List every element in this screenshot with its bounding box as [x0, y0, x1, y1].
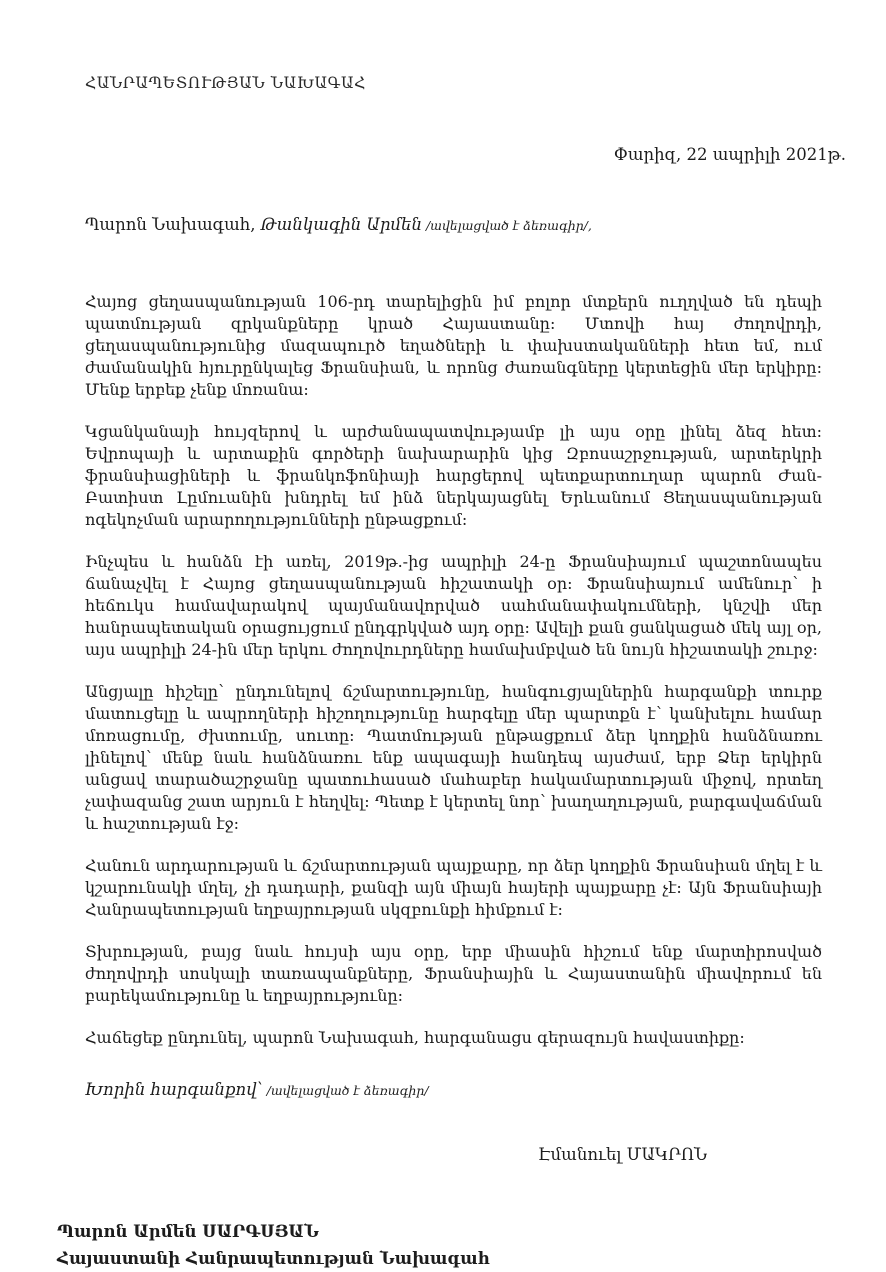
paragraph-6: Տխրության, բայց նաև հույսի այս օրը, երբ միասին հիշում ենք մարտիրոսված ժողովրդի սոսկալի տառապանքները, Ֆրանսիային և Հայաստանին միավորում են բարեկամությունը և եղբայրությունը։ [85, 942, 822, 1005]
recipient-name: Պարոն Արմեն ՍԱՐԳՍՅԱՆ [57, 1222, 319, 1241]
salutation [85, 214, 822, 237]
paragraph-4: Անցյալը հիշելը՝ ընդունելով ճշմարտությունը, հանգուցյալներին հարգանքի տուրք մատուցելը և ապրողների հիշողությունը հարգելը մեր պարտքն է՝ կանխելու համար մոռացումը, ժխտումը, սուտը։ Պատմության ընթացքում ձեր կողքին հանձնառու լինելով՝ մենք նաև հանձնառու ենք ապագայի հանդեպ այսժամ, երբ Ձեր երկիրն անցավ տարածաշրջանը պատուհասած մահաբեր հակամարտության միջով, որտեղ չափազանց շատ արյուն է հեղվել։ Պետք է կերտել նոր՝ խաղաղության, բարգավաճման և հաշտության էջ։ [85, 682, 822, 833]
salutation-addressee-name: Թանկագին Արմեն [260, 215, 422, 234]
paragraph-1: Հայոց ցեղասպանության 106-րդ տարելիցին իմ բոլոր մտքերն ուղղված են դեպի պատմության զրկանքները կրած Հայաստանը։ Մտովի հայ ժողովրդի, ցեղասպանությունից մազապուրծ եղածների և փախստականների հետ եմ, ում ժամանակին հյուրընկալեց Ֆրանսիան, և որոնց ժառանգները կերտեցին մեր երկիրը։ Մենք երբեք չենք մոռանա։ [85, 292, 822, 399]
salutation-prefix: Պարոն Նախագահ, [85, 215, 261, 234]
letter-body [85, 291, 822, 1049]
salutation-handwritten-note: /ավելացված է ձեռագիր/, [422, 218, 592, 233]
dateline: Փարիզ, 22 ապրիլի 2021թ. [613, 145, 846, 164]
recipient-title: Հայաստանի Հանրապետության Նախագահ [57, 1249, 490, 1268]
recipient-block [57, 1218, 822, 1272]
paragraph-2: Կցանկանայի հույզերով և արժանապատվությամբ լի այս օրը լինել ձեզ հետ։ Եվրոպայի և արտաքին գործերի նախարարին կից Զբոսաշրջության, արտերկրի ֆրանսիացիների և ֆրանկոֆոնիայի հարցերով պետքարտուղար պարոն Ժան-Բատիստ Լըմուանին խնդրել եմ ինձ ներկայացնել Երևանում Ցեղասպանության ոգեկոչման արարողությունների ընթացքում։ [85, 422, 822, 529]
closing-line: Հաճեցեք ընդունել, պարոն Նախագահ, հարգանացս գերազույն հավաստիքը։ [85, 1028, 745, 1047]
letterhead-title: ՀԱՆՐԱՊԵՏՈՒԹՅԱՆ ՆԱԽԱԳԱՀ [85, 74, 366, 92]
valediction [85, 1079, 822, 1102]
letter-content [57, 0, 846, 1272]
signature-name: Էմանուել ՄԱԿՐՈՆ [538, 1145, 708, 1164]
paragraph-5: Հանուն արդարության և ճշմարտության պայքարը, որ ձեր կողքին Ֆրանսիան մղել է և կշարունակի մղել, չի դադարի, քանզի այն միայն հայերի պայքարը չէ։ Այն Ֆրանսիայի Հանրապետության եղբայրության սկզբունքի հիմքում է։ [85, 856, 822, 919]
valediction-handwritten-note: /ավելացված է ձեռագիր/ [262, 1083, 429, 1098]
valediction-phrase: Խորին հարգանքով՝ [85, 1080, 263, 1099]
paragraph-3: Ինչպես և հանձն էի առել, 2019թ.-ից ապրիլի 24-ը Ֆրանսիայում պաշտոնապես ճանաչվել է Հայոց ցեղասպանության հիշատակի օր։ Ֆրանսիայում ամենուր՝ ի հեճուկս համավարակով պայմանավորված սահմանափակումների, կնշվի մեր հանրապետական օրացույցում ընդգրկված այդ օրը։ Ավելի քան ցանկացած մեկ այլ օր, այս ապրիլի 24-ին մեր երկու ժողովուրդները համախմբված են նույն հիշատակի շուրջ։ [85, 552, 822, 659]
